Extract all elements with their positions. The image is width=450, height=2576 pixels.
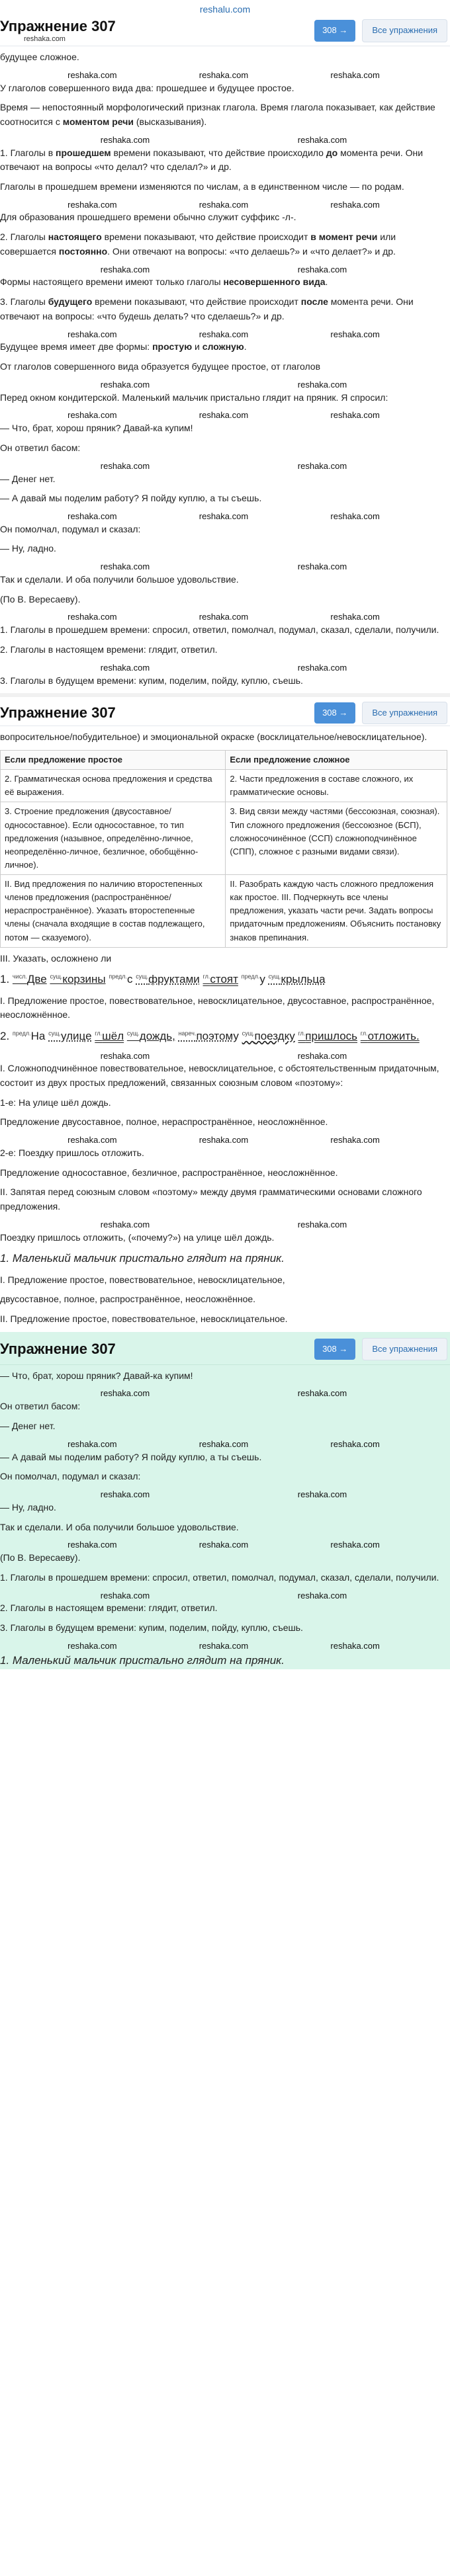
watermark-row: [0, 1388, 447, 1399]
section-1: [0, 46, 450, 688]
watermark: reshaka.com: [68, 1540, 117, 1550]
table-cell: II. Разобрать каждую часть сложного предложения как простое. III. Подчеркнуть все члены предложения, указать части речи. Задать вопросы придаточным предложениям. Объяснить постановку знаков препинания.: [226, 875, 447, 948]
watermark: reshaka.com: [100, 460, 150, 471]
text-p2: У глаголов совершенного вида два: прошедшее и будущее простое.: [0, 82, 294, 93]
text-intro: вопросительное/побудительное) и эмоциональной окраске (восклицательное/невосклицательное).: [0, 731, 428, 743]
watermark-row: [0, 1540, 447, 1551]
parsing-table: [0, 750, 447, 948]
header-watermark: reshaka.com: [24, 34, 66, 43]
text-p8: Формы настоящего времени имеют только глаголы несовершенного вида.: [0, 276, 328, 288]
watermark-row: [0, 265, 447, 276]
analysis-2-1: I. Сложноподчинённое повествовательное, невосклицательное, с обстоятельственным придаточным, состоит из двух простых предложений, связанных союзным словом «поэтому»:: [0, 1063, 439, 1089]
text-p7: 2. Глаголы настоящего времени показывают, что действие происходит в момент речи или совершается постоянно. Они отвечают на вопросы: «что делаешь?» и «что делает?» и др.: [0, 231, 396, 257]
next-exercise-button[interactable]: 308 →: [314, 702, 355, 724]
text-p9: 3. Глаголы будущего времени показывают, что действие происходит после момента речи. Они отвечают на вопросы: «что будешь делать? что сделаешь?» и др.: [0, 296, 414, 321]
title-wrap: [0, 705, 116, 721]
exercise-header-3: [0, 1332, 450, 1365]
watermark-row: [0, 70, 447, 81]
text-p10: Будущее время имеет две формы: простую и сложную.: [0, 341, 247, 353]
analysis-2-6: II. Запятая перед союзным словом «поэтому» между двумя грамматическими основами сложного предложения.: [0, 1186, 422, 1212]
watermark: reshaka.com: [199, 199, 249, 210]
watermark: reshaka.com: [330, 1438, 380, 1449]
table-row: [1, 875, 447, 948]
watermark: reshaka.com: [100, 1219, 150, 1229]
watermark-row: [0, 663, 447, 674]
watermark: reshaka.com: [330, 1540, 380, 1550]
text-p16: — А давай мы поделим работу? Я пойду куплю, а ты съешь.: [0, 493, 262, 504]
exercise-title: Упражнение 307: [0, 704, 116, 721]
watermark: reshaka.com: [68, 410, 117, 421]
watermark: reshaka.com: [100, 1388, 150, 1399]
text-p21: 1. Глаголы в прошедшем времени: спросил, ответил, помолчал, подумал, сказал, сделали, получили.: [0, 624, 439, 636]
table-cell: 3. Строение предложения (двусоставное/односоставное). Если односоставное, то тип предложения (назывное, определённо-личное, неопределённо-личное, безличное, обобщённо-личное).: [1, 802, 226, 875]
watermark-row: [0, 1489, 447, 1501]
analysis-1: I. Предложение простое, повествовательное, невосклицательное, двусоставное, распространённое, неосложнённое.: [0, 995, 435, 1020]
watermark: reshaka.com: [100, 1489, 150, 1499]
text-s3-p2: Он ответил басом:: [0, 1401, 81, 1412]
table-row: [1, 770, 447, 802]
table-header-row: [1, 750, 447, 769]
all-exercises-button[interactable]: Все упражнения: [362, 1338, 447, 1360]
analysis-3-3: II. Предложение простое, повествовательное, невосклицательное.: [0, 1313, 288, 1325]
watermark-row: [0, 511, 447, 522]
text-p13: — Что, брат, хорош пряник? Давай-ка купим!: [0, 423, 193, 434]
watermark: reshaka.com: [297, 1219, 347, 1229]
watermark: reshaka.com: [100, 561, 150, 572]
analysis-2-3: Предложение двусоставное, полное, нераспространённое, неосложнённое.: [0, 1116, 328, 1128]
exercise-title: Упражнение 307: [0, 18, 116, 35]
exercise-header: [0, 13, 450, 46]
text-p15: — Денег нет.: [0, 473, 56, 484]
text-s3-p12: 1. Маленький мальчик пристально глядит на пряник.: [0, 1653, 285, 1667]
watermark: reshaka.com: [297, 134, 347, 145]
watermark: reshaka.com: [100, 1590, 150, 1600]
watermark: reshaka.com: [199, 329, 249, 339]
watermark: reshaka.com: [100, 264, 150, 274]
watermark: reshaka.com: [297, 561, 347, 572]
watermark: reshaka.com: [330, 69, 380, 80]
sentence-2: 2. $^{предл.}$На $^{сущ.}$улице $^{гл.}$шёл $^{сущ.}$дождь, $^{нареч.}$поэтому $^{сущ.}$поездку $^{гл.}$пришлось $^{гл.}$отложить.: [0, 1030, 420, 1043]
text-p3: Время — непостоянный морфологический признак глагола. Время глагола показывает, как действие соотносится с моментом речи (высказывания).: [0, 102, 435, 127]
watermark: reshaka.com: [68, 199, 117, 210]
text-p17: Он помолчал, подумал и сказал:: [0, 523, 141, 534]
text-s3-p5: Он помолчал, подумал и сказал:: [0, 1471, 141, 1482]
text-s3-p4: — А давай мы поделим работу? Я пойду куплю, а ты съешь.: [0, 1451, 262, 1462]
text-p18: — Ну, ладно.: [0, 543, 56, 554]
watermark: reshaka.com: [297, 1388, 347, 1399]
table-cell: II. Вид предложения по наличию второстепенных членов предложения (распространённое/нераспространённое). Указать второстепенные члены (сначала входящие в состав подлежащего, потом — сказуемого).: [1, 875, 226, 948]
watermark: reshaka.com: [330, 329, 380, 339]
watermark: reshaka.com: [100, 379, 150, 390]
text-p11: От глаголов совершенного вида образуется будущее простое, от глаголов: [0, 361, 321, 372]
all-exercises-button[interactable]: Все упражнения: [362, 19, 447, 42]
table-header: Если предложение простое: [1, 750, 226, 769]
analysis-2-2: 1-е: На улице шёл дождь.: [0, 1097, 111, 1108]
watermark: reshaka.com: [297, 460, 347, 471]
watermark-row: [0, 561, 447, 573]
watermark: reshaka.com: [68, 511, 117, 521]
sentence-3: 1. Маленький мальчик пристально глядит на пряник.: [0, 1252, 285, 1265]
watermark: reshaka.com: [199, 1640, 249, 1651]
watermark: reshaka.com: [68, 1640, 117, 1651]
text-s3-p9: 1. Глаголы в прошедшем времени: спросил, ответил, помолчал, подумал, сказал, сделали, получили.: [0, 1571, 439, 1583]
next-exercise-button[interactable]: 308 →: [314, 20, 355, 41]
watermark-row: [0, 410, 447, 421]
watermark-row: [0, 1135, 447, 1146]
watermark: reshaka.com: [68, 612, 117, 622]
exercise-nav: [314, 702, 450, 724]
text-s3-p8: (По В. Вересаеву).: [0, 1552, 81, 1563]
watermark: reshaka.com: [330, 410, 380, 421]
watermark: reshaka.com: [199, 1438, 249, 1449]
watermark: reshaka.com: [330, 1135, 380, 1145]
text-s3-p1: — Что, брат, хорош пряник? Давай-ка купим!: [0, 1370, 193, 1381]
watermark: reshaka.com: [199, 1135, 249, 1145]
table-header: Если предложение сложное: [226, 750, 447, 769]
exercise-header-2: [0, 693, 450, 726]
watermark: reshaka.com: [68, 1135, 117, 1145]
section-3: [0, 1332, 450, 1669]
text-s3-p7: Так и сделали. И оба получили большое удовольствие.: [0, 1521, 239, 1532]
all-exercises-button[interactable]: Все упражнения: [362, 702, 447, 724]
watermark: reshaka.com: [297, 1489, 347, 1499]
watermark: reshaka.com: [199, 511, 249, 521]
watermark-row: [0, 612, 447, 623]
analysis-2-4: 2-е: Поездку пришлось отложить.: [0, 1147, 144, 1159]
watermark: reshaka.com: [297, 662, 347, 673]
watermark-row: [0, 329, 447, 341]
analysis-2-7: Поездку пришлось отложить, («почему?») на улице шёл дождь.: [0, 1231, 275, 1243]
watermark: reshaka.com: [330, 511, 380, 521]
text-p14: Он ответил басом:: [0, 442, 81, 453]
site-logo[interactable]: reshalu.com: [199, 4, 251, 15]
watermark: reshaka.com: [199, 410, 249, 421]
text-p1: будущее сложное.: [0, 52, 79, 62]
watermark: reshaka.com: [68, 1438, 117, 1449]
text-p22: 2. Глаголы в настоящем времени: глядит, ответил.: [0, 644, 218, 655]
watermark: reshaka.com: [330, 612, 380, 622]
sentence-1: 1. $^{числ.}$Две $^{сущ.}$корзины $^{предл.}$с $^{сущ.}$фруктами $^{гл.}$стоят $^{предл.}$у $^{сущ.}$крыльца: [0, 973, 326, 986]
watermark: reshaka.com: [68, 69, 117, 80]
watermark: reshaka.com: [297, 1590, 347, 1600]
watermark: reshaka.com: [199, 1540, 249, 1550]
watermark: reshaka.com: [330, 199, 380, 210]
exercise-nav: [314, 19, 450, 42]
watermark: reshaka.com: [100, 662, 150, 673]
section-2: [0, 726, 450, 1327]
watermark-row: [0, 1641, 447, 1652]
watermark: reshaka.com: [297, 379, 347, 390]
title-wrap: [0, 1341, 116, 1357]
watermark-row: [0, 1051, 447, 1062]
watermark-row: [0, 200, 447, 211]
section-3-content: [0, 1365, 450, 1669]
table-cell: 2. Части предложения в составе сложного, их грамматические основы.: [226, 770, 447, 802]
exercise-title: Упражнение 307: [0, 1341, 116, 1358]
analysis-2-5: Предложение односоставное, безличное, распространённое, неосложнённое.: [0, 1167, 338, 1178]
watermark: reshaka.com: [297, 1050, 347, 1061]
text-p19: Так и сделали. И оба получили большое удовольствие.: [0, 574, 239, 585]
table-cell: 2. Грамматическая основа предложения и средства её выражения.: [1, 770, 226, 802]
watermark: reshaka.com: [100, 134, 150, 145]
watermark: reshaka.com: [199, 612, 249, 622]
analysis-3-2: двусоставное, полное, распространённое, неосложнённое.: [0, 1294, 256, 1305]
watermark: reshaka.com: [68, 329, 117, 339]
watermark-row: [0, 1220, 447, 1231]
watermark-row: [0, 380, 447, 391]
text-s3-p10: 2. Глаголы в настоящем времени: глядит, ответил.: [0, 1602, 218, 1614]
watermark-row: [0, 135, 447, 146]
analysis-3-1: I. Предложение простое, повествовательное, невосклицательное,: [0, 1274, 285, 1285]
watermark-row: [0, 1591, 447, 1602]
next-exercise-button[interactable]: 308 →: [314, 1339, 355, 1360]
text-p4: 1. Глаголы в прошедшем времени показывают, что действие происходило до момента речи. Они отвечают на вопросы «что делал? что сделал?» и др.: [0, 147, 424, 173]
task-3: III. Указать, осложнено ли: [0, 952, 112, 964]
watermark: reshaka.com: [199, 69, 249, 80]
watermark: reshaka.com: [297, 264, 347, 274]
text-p20: (По В. Вересаеву).: [0, 593, 81, 604]
text-s3-p11: 3. Глаголы в будущем времени: купим, поделим, пойду, куплю, съешь.: [0, 1622, 303, 1634]
text-s3-p3: — Денег нет.: [0, 1421, 56, 1432]
exercise-nav: [314, 1338, 450, 1360]
text-p5: Глаголы в прошедшем времени изменяются по числам, а в единственном числе — по родам.: [0, 181, 404, 192]
text-s3-p6: — Ну, ладно.: [0, 1501, 56, 1513]
text-p23: 3. Глаголы в будущем времени: купим, поделим, пойду, куплю, съешь.: [0, 675, 303, 686]
title-wrap: [0, 19, 116, 42]
watermark: reshaka.com: [100, 1050, 150, 1061]
text-p12: Перед окном кондитерской. Маленький мальчик пристально глядит на пряник. Я спросил:: [0, 392, 388, 403]
table-cell: 3. Вид связи между частями (бессоюзная, союзная). Тип сложного предложения (бессоюзное (БСП), сложносочинённое (ССП) сложноподчинённое (СПП), сложное с разными видами связи).: [226, 802, 447, 875]
watermark-row: [0, 461, 447, 472]
text-p6: Для образования прошедшего времени обычно служит суффикс -л-.: [0, 212, 296, 223]
watermark-row: [0, 1439, 447, 1450]
watermark: reshaka.com: [330, 1640, 380, 1651]
table-row: [1, 802, 447, 875]
